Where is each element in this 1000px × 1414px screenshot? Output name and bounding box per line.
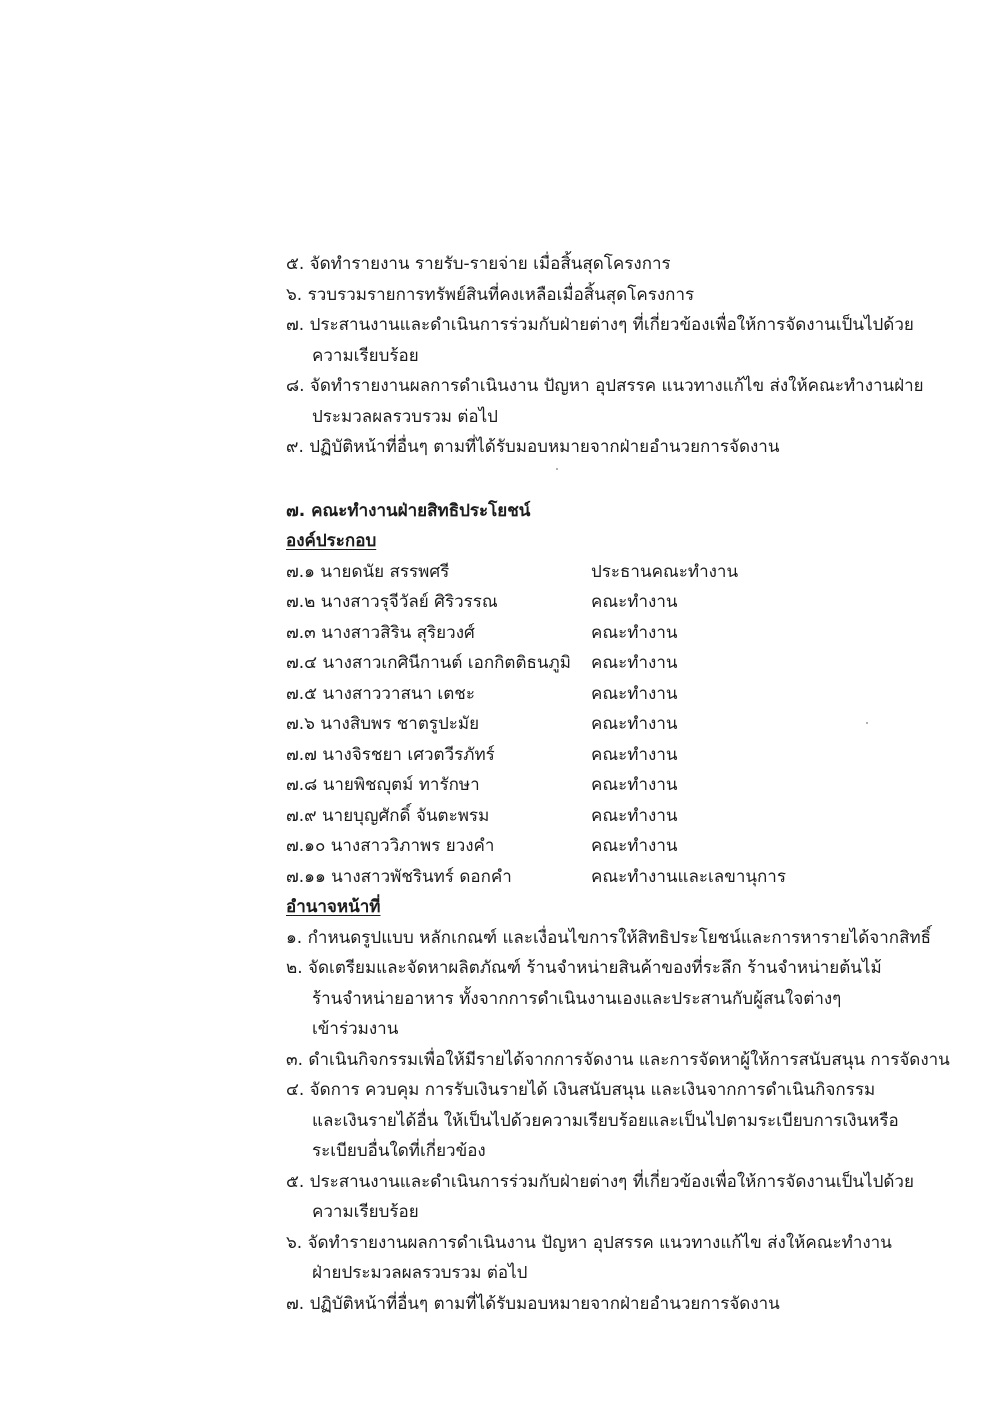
duty-item-text: ๖. จัดทำรายงานผลการดำเนินงาน ปัญหา อุปสรรค แนวทางแก้ไข ส่งให้คณะทำงาน: [286, 1232, 892, 1253]
member-row: [286, 557, 966, 588]
duty-item: [286, 923, 966, 954]
member-role: คณะทำงาน: [591, 592, 678, 612]
member-row: [286, 801, 966, 832]
member-role: คณะทำงาน: [591, 683, 678, 704]
member-row: [286, 648, 966, 679]
previous-duty-item-continuation: ความเรียบร้อย: [312, 345, 419, 366]
member-role: คณะทำงาน: [591, 653, 678, 673]
member-role: คณะทำงาน: [591, 714, 678, 734]
member-role: คณะทำงาน: [591, 775, 678, 795]
members-list: [286, 557, 966, 893]
previous-duties-list: [286, 249, 966, 463]
duty-item-text: ๔. จัดการ ควบคุม การรับเงินรายได้ เงินสนับสนุน และเงินจากการดำเนินกิจกรรม: [286, 1080, 876, 1100]
member-role: คณะทำงาน: [591, 836, 678, 856]
member-name: ๗.๕ นางสาววาสนา เตชะ: [286, 683, 475, 704]
member-name: ๗.๑๐ นางสาววิภาพร ยวงคำ: [286, 836, 495, 856]
member-row: [286, 679, 966, 710]
member-role: ประธานคณะทำงาน: [591, 561, 739, 582]
previous-duty-item: [286, 280, 966, 311]
document-body: [286, 249, 966, 1319]
duty-item-text: ๗. ปฏิบัติหน้าที่อื่นๆ ตามที่ได้รับมอบหมายจากฝ่ายอำนวยการจัดงาน: [286, 1293, 780, 1314]
duty-item: [286, 1075, 966, 1167]
member-row: [286, 587, 966, 618]
duty-item-continuation: ร้านจำหน่ายอาหาร ทั้งจากการดำเนินงานเองและประสานกับผู้สนใจต่างๆ: [312, 988, 842, 1009]
member-row: [286, 831, 966, 862]
member-role: คณะทำงาน: [591, 805, 678, 826]
member-row: [286, 618, 966, 649]
member-name: ๗.๘ นายพิชญุตม์ ทารักษา: [286, 775, 480, 795]
duty-item: [286, 1167, 966, 1228]
duty-item-text: ๒. จัดเตรียมและจัดหาผลิตภัณฑ์ ร้านจำหน่ายสินค้าของที่ระลึก ร้านจำหน่ายต้นไม้: [286, 958, 882, 978]
duty-item-continuation: เข้าร่วมงาน: [312, 1019, 399, 1039]
previous-duty-item-text: ๕. จัดทำรายงาน รายรับ-รายจ่าย เมื่อสิ้นสุดโครงการ: [286, 254, 671, 274]
duty-item-continuation: ระเบียบอื่นใดที่เกี่ยวข้อง: [312, 1141, 486, 1161]
member-name: ๗.๙ นายบุญศักดิ์ จันตะพรม: [286, 805, 490, 826]
duty-item-continuation: และเงินรายได้อื่น ให้เป็นไปด้วยความเรียบร้อยและเป็นไปตามระเบียบการเงินหรือ: [312, 1110, 899, 1131]
member-row: [286, 709, 966, 740]
duty-item-continuation: ความเรียบร้อย: [312, 1202, 419, 1222]
member-role: คณะทำงาน: [591, 622, 678, 643]
duty-item: [286, 1289, 966, 1320]
previous-duty-item: [286, 371, 966, 432]
previous-duty-item-text: ๘. จัดทำรายงานผลการดำเนินงาน ปัญหา อุปสรรค แนวทางแก้ไข ส่งให้คณะทำงานฝ่าย: [286, 376, 924, 396]
previous-duty-item-text: ๙. ปฏิบัติหน้าที่อื่นๆ ตามที่ได้รับมอบหมายจากฝ่ายอำนวยการจัดงาน: [286, 437, 780, 457]
member-row: [286, 862, 966, 893]
section-title: ๗. คณะทำงานฝ่ายสิทธิประโยชน์: [286, 500, 531, 521]
member-name: ๗.๓ นางสาวสิริน สุริยวงศ์: [286, 622, 475, 643]
member-name: ๗.๗ นางจิรชยา เศวตวีรภัทร์: [286, 744, 495, 765]
member-role: คณะทำงาน: [591, 744, 678, 765]
member-name: ๗.๑ นายดนัย สรรพศรี: [286, 561, 450, 582]
duty-item-continuation: ฝ่ายประมวลผลรวบรวม ต่อไป: [312, 1263, 528, 1283]
member-name: ๗.๔ นางสาวเกศินีกานต์ เอกกิตติธนภูมิ: [286, 653, 571, 673]
composition-heading: องค์ประกอบ: [286, 531, 377, 551]
duty-item: [286, 953, 966, 1045]
member-row: [286, 740, 966, 771]
duty-item-text: ๓. ดำเนินกิจกรรมเพื่อให้มีรายได้จากการจัดงาน และการจัดหาผู้ให้การสนับสนุน การจัดงาน: [286, 1049, 950, 1070]
duties-heading: อำนาจหน้าที่: [286, 897, 381, 917]
member-name: ๗.๑๑ นางสาวพัชรินทร์ ดอกคำ: [286, 866, 512, 887]
previous-duty-item: [286, 310, 966, 371]
previous-duty-item-text: ๖. รวบรวมรายการทรัพย์สินที่คงเหลือเมื่อสิ้นสุดโครงการ: [286, 284, 695, 305]
previous-duty-item-continuation: ประมวลผลรวบรวม ต่อไป: [312, 406, 498, 427]
duty-item-text: ๕. ประสานงานและดำเนินการร่วมกับฝ่ายต่างๆ ที่เกี่ยวข้องเพื่อให้การจัดงานเป็นไปด้วย: [286, 1171, 914, 1192]
previous-duty-item: [286, 249, 966, 280]
member-role: คณะทำงานและเลขานุการ: [591, 866, 786, 887]
previous-duty-item-text: ๗. ประสานงานและดำเนินการร่วมกับฝ่ายต่างๆ ที่เกี่ยวข้องเพื่อให้การจัดงานเป็นไปด้วย: [286, 315, 914, 335]
member-name: ๗.๖ นางสิบพร ชาตรูปะมัย: [286, 714, 480, 734]
duties-list: [286, 923, 966, 1320]
member-name: ๗.๒ นางสาวรุจีวัลย์ ศิริวรรณ: [286, 592, 498, 612]
previous-duty-item: [286, 432, 966, 463]
duty-item: [286, 1228, 966, 1289]
duty-item-text: ๑. กำหนดรูปแบบ หลักเกณฑ์ และเงื่อนไขการให้สิทธิประโยชน์และการหารายได้จากสิทธิ์: [286, 927, 932, 948]
member-row: [286, 770, 966, 801]
duty-item: [286, 1045, 966, 1076]
